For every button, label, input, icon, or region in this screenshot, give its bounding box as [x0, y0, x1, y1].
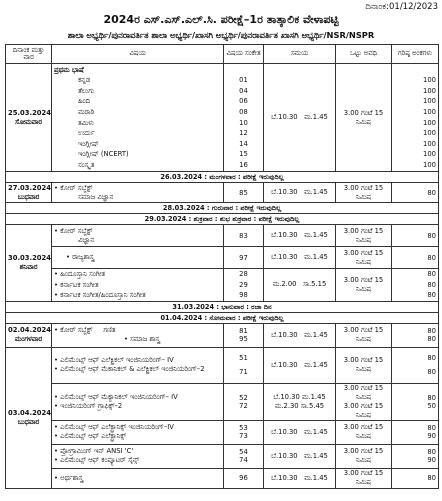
row-marks: 80 90 — [392, 420, 439, 444]
row-subjects: • ಕೋರ್ ಸಬ್ಜೆಕ್ಟ್ ಸಮಾಜ ವಿಜ್ಞಾನ — [52, 183, 224, 203]
table-row — [6, 269, 439, 302]
table-row — [6, 247, 439, 269]
row-marks: 80 — [392, 468, 439, 488]
row-time: ಬೆ.10.30 ಮ.1.45 — [264, 347, 336, 383]
header-marks: ಗರಿಷ್ಠ ಅಂಕಗಳು — [392, 45, 439, 64]
row-subjects: • ಹಿಂದೂಸ್ತಾನಿ ಸಂಗೀತ • ಕರ್ನಾಟಕ ಸಂಗೀತ • ಕರ್ನಾಟಕ ಸಂಗೀತ/ಹಿಂದೂಸ್ತಾನಿ ಸಂಗೀತ — [52, 269, 224, 302]
table-row — [6, 64, 439, 172]
row-time: ಬೆ.10.30 ಮ.1.45 — [264, 420, 336, 444]
row-time: ಬೆ.10.30 ಮ.1.45 — [264, 64, 336, 172]
row-marks: 80 50 — [392, 383, 439, 420]
row-subjects: • ಅರ್ಥಶಾಸ್ತ್ರ — [52, 468, 224, 488]
row-subjects: • ಕೋರ್ ಸಬ್ಜೆಕ್ಟ್ ಗಣಿತ • ಸಮಾಜ ಶಾಸ್ತ್ರ — [52, 323, 224, 347]
table-row — [6, 183, 439, 203]
row-duration: 3.00 ಗಂಟೆ 15 ನಿಮಿಷ — [336, 420, 392, 444]
header-code: ವಿಷಯ ಸಂಕೇತ — [224, 45, 264, 64]
row-codes: 81 95 — [224, 323, 264, 347]
row-date: 02.04.2024 ಮಂಗಳವಾರ — [6, 323, 52, 347]
row-duration: 3.00 ಗಂಟೆ 15 ನಿಮಿಷ — [336, 269, 392, 302]
row-date: 27.03.2024 ಬುಧವಾರ — [6, 183, 52, 203]
row-codes: 83 — [224, 225, 264, 247]
row-duration: 3.00 ಗಂಟೆ 15 ನಿಮಿಷ — [336, 225, 392, 247]
row-subjects: • ಪ್ರೋಗ್ರಾಮಿಂಗ್ ಇನ್ ANSI 'C' • ಎಲಿಮೆಂಟ್ಸ್ ಆಫ್ ಕಂಪ್ಯೂಟರ್ ಸೈನ್ಸ್ — [52, 444, 224, 468]
table-row — [6, 225, 439, 247]
row-marks: 80 — [392, 225, 439, 247]
row-codes: 96 — [224, 468, 264, 488]
row-codes: 97 — [224, 247, 264, 269]
header-day: ದಿನಾಂಕ ಮತ್ತು ವಾರ — [6, 45, 52, 64]
row-date: 25.03.2024 ಸೋಮವಾರ — [6, 64, 52, 172]
row-subjects: • ರಾಜ್ಯಶಾಸ್ತ್ರ — [52, 247, 224, 269]
row-duration: 3.00 ಗಂಟೆ 15 ನಿಮಿಷ 3.00 ಗಂಟೆ 15 ನಿಮಿಷ — [336, 383, 392, 420]
row-marks: 80 — [392, 183, 439, 203]
row-subjects: • ಕೋರ್ ಸಬ್ಜೆಕ್ಟ್ ವಿಜ್ಞಾನ — [52, 225, 224, 247]
table-row — [6, 420, 439, 444]
row-date: 30.03.2024 ಶನಿವಾರ — [6, 225, 52, 302]
header-subject: ವಿಷಯ — [52, 45, 224, 64]
table-row — [6, 444, 439, 468]
table-row — [6, 323, 439, 347]
header-time: ಸಮಯ — [264, 45, 336, 64]
row-codes: 53 73 — [224, 420, 264, 444]
no-exam-note: 28.03.2024 : ಗುರುವಾರ : ಪರೀಕ್ಷೆ ಇರುವುದಿಲ್ಲ — [6, 203, 439, 214]
row-time: ಬೆ.10.30 ಮ.1.45 — [264, 323, 336, 347]
row-codes: 54 74 — [224, 444, 264, 468]
row-marks: 80 80 — [392, 347, 439, 383]
holiday-note: 31.03.2024 : ಭಾನುವಾರ : ರಜಾ ದಿನ — [6, 301, 439, 312]
row-codes: 01 04 06 08 10 12 14 15 16 — [224, 64, 264, 172]
issue-date: ದಿನಾಂಕ:01/12/2023 — [365, 2, 438, 12]
table-row — [6, 347, 439, 383]
row-time: ಬೆ.10.30 ಮ.1.45 — [264, 247, 336, 269]
header-duration: ಒಟ್ಟು ಅವಧಿ — [336, 45, 392, 64]
row-time: ಬೆ.10.30 ಮ.1.45 — [264, 183, 336, 203]
table-row — [6, 383, 439, 420]
row-duration: 3.00 ಗಂಟೆ 15 ನಿಮಿಷ — [336, 183, 392, 203]
row-subjects: ಪ್ರಥಮ ಭಾಷೆ ಕನ್ನಡ ತೆಲುಗು ಹಿಂದಿ ಮರಾಠಿ ತಮಿಳು ಉರ್ದು ಇಂಗ್ಲೀಷ್ ಇಂಗ್ಲೀಷ್ (NCERT) ಸಂಸ್ಕೃತ — [52, 64, 224, 172]
row-duration: 3.00 ಗಂಟೆ 15 ನಿಮಿಷ — [336, 444, 392, 468]
page-title: 2024ರ ಎಸ್.ಎಸ್.ಎಲ್.ಸಿ. ಪರೀಕ್ಷೆ–1ರ ತಾತ್ಕಾಲಿಕ ವೇಳಾಪಟ್ಟಿ — [103, 13, 339, 26]
no-exam-note: 29.03.2024 : ಶುಕ್ರವಾರ : ಶುಭ ಶುಕ್ರವಾರ : ಪರೀಕ್ಷೆ ಇರುವುದಿಲ್ಲ — [6, 214, 439, 225]
row-marks: 80 — [392, 247, 439, 269]
page-subtitle: ಶಾಲಾ ಅಭ್ಯರ್ಥಿ/ಪುನರಾವರ್ತಿತ ಶಾಲಾ ಅಭ್ಯರ್ಥಿ/ಖಾಸಗಿ ಅಭ್ಯರ್ಥಿ/ಪುನರಾವರ್ತಿತ ಖಾಸಗಿ ಅಭ್ಯರ್ಥಿ/NSR/NSPR — [67, 30, 375, 40]
row-duration: 3.00 ಗಂಟೆ 15 ನಿಮಿಷ — [336, 247, 392, 269]
row-duration: 3.00 ಗಂಟೆ 15 ನಿಮಿಷ — [336, 64, 392, 172]
row-subjects: • ಎಲಿಮೆಂಟ್ಸ್ ಆಫ್ ಎಲೆಕ್ಟ್ರಾನಿಕ್ಸ್ ಇಂಜಿನಿಯರಿಂಗ್–IV • ಎಲಿಮೆಂಟ್ಸ್ ಆಫ್ ಎಲೆಕ್ಟ್ರಾನಿಕ್ಸ್ — [52, 420, 224, 444]
row-duration: 3.00 ಗಂಟೆ 15 ನಿಮಿಷ — [336, 323, 392, 347]
row-marks: 80 90 — [392, 444, 439, 468]
no-exam-note: 01.04.2024 : ಸೋಮವಾರ : ಪರೀಕ್ಷೆ ಇರುವುದಿಲ್ಲ — [6, 312, 439, 323]
row-duration: 3.00 ಗಂಟೆ 15 ನಿಮಿಷ — [336, 468, 392, 488]
exam-timetable — [5, 44, 439, 489]
row-time: ಬೆ.10.30 ಮ.1.45 — [264, 444, 336, 468]
row-duration: 3.00 ಗಂಟೆ 15 ನಿಮಿಷ — [336, 347, 392, 383]
no-exam-note: 26.03.2024 : ಮಂಗಳವಾರ : ಪರೀಕ್ಷೆ ಇರುವುದಿಲ್ಲ — [6, 172, 439, 183]
row-marks: 100 100 100 100 100 100 100 100 100 — [392, 64, 439, 172]
header-row — [6, 45, 439, 64]
row-codes: 85 — [224, 183, 264, 203]
row-subjects: • ಎಲಿಮೆಂಟ್ಸ್ ಆಫ್ ಎಲೆಕ್ಟ್ರಿಕಲ್ ಇಂಜಿನಿಯರಿಂಗ್– IV • ಎಲಿಮೆಂಟ್ಸ್ ಆಫ್ ಮೆಕಾನಿಕಲ್ & ಎಲೆಕ್ಟ್ರಿಕಲ್ ಇಂಜಿನಿಯರಿಂಗ್–2 — [52, 347, 224, 383]
row-subjects: • ಎಲಿಮೆಂಟ್ಸ್ ಆಫ್ ಮೆಕ್ಯಾನಿಕಲ್ ಇಂಜಿನಿಯರಿಂಗ್– IV • ಇಂಜಿನಿಯರಿಂಗ್ ಗ್ರಾಫಿಕ್ಸ್–2 — [52, 383, 224, 420]
row-time: ಬೆ.10.30 ಮ.1.45 ಮ.2.30 ಸಾ.5.45 — [264, 383, 336, 420]
row-codes: 28 29 98 — [224, 269, 264, 302]
row-date: 03.04.2024 ಬುಧವಾರ — [6, 347, 52, 488]
row-marks: 80 80 — [392, 323, 439, 347]
row-codes: 52 72 — [224, 383, 264, 420]
row-time: ಮ.2.00 ಸಾ.5.15 — [264, 269, 336, 302]
row-marks: 80 80 80 — [392, 269, 439, 302]
table-row — [6, 468, 439, 488]
row-time: ಬೆ.10.30 ಮ.1.45 — [264, 468, 336, 488]
row-codes: 51 71 — [224, 347, 264, 383]
row-time: ಬೆ.10.30 ಮ.1.45 — [264, 225, 336, 247]
